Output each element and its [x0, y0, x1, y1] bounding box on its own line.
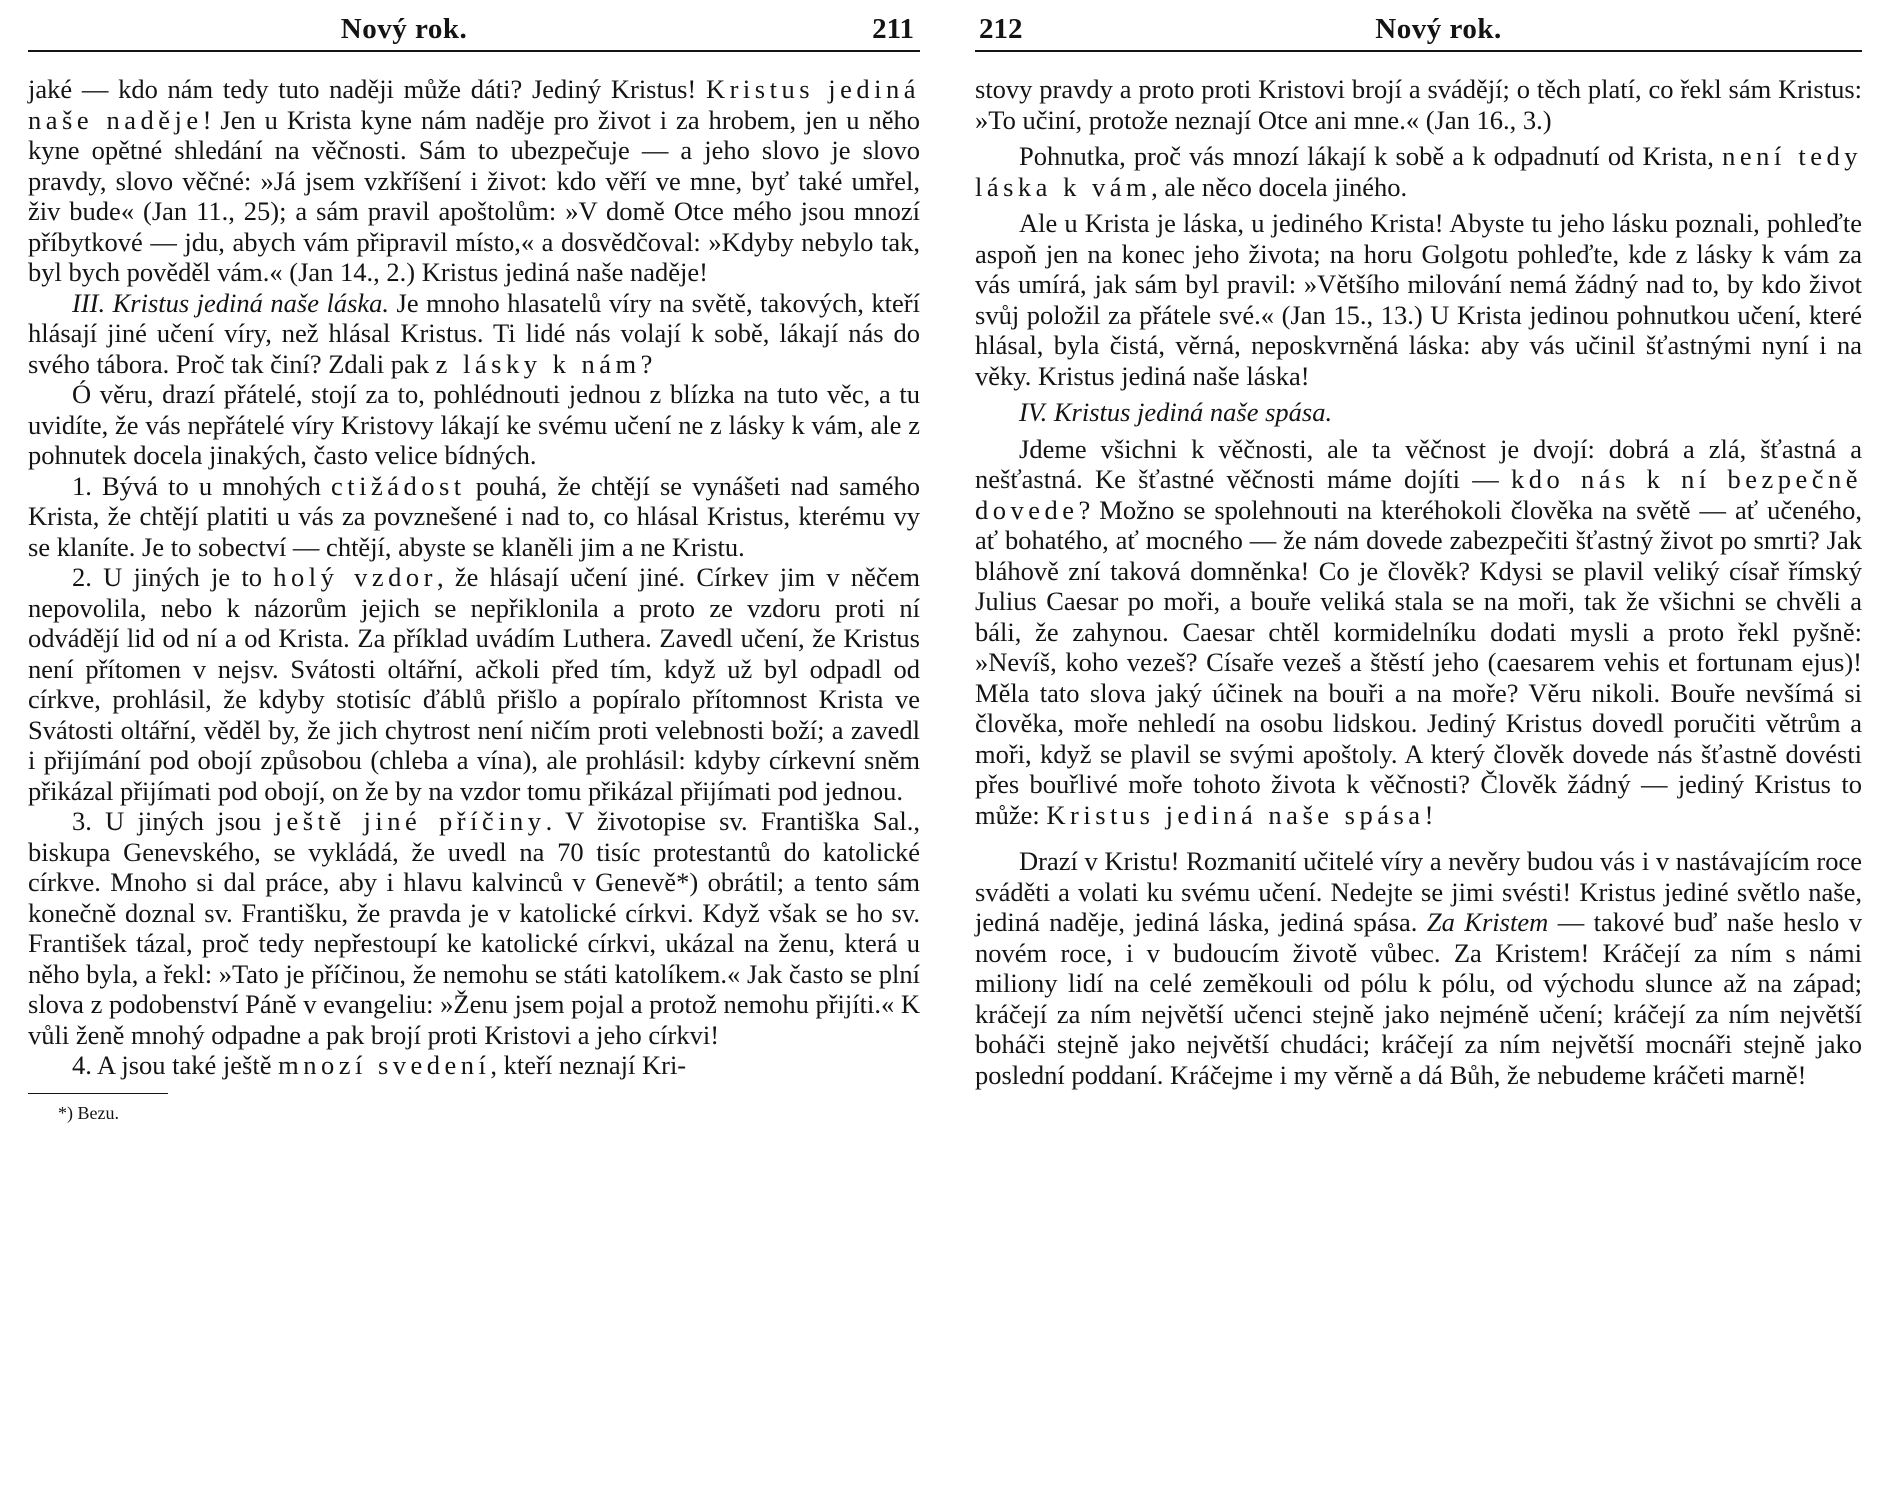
running-head: Nový rok.	[340, 13, 468, 45]
paragraph: Jdeme všichni k věčnosti, ale ta věčnost je dvojí: dobrá a zlá, šťastná a nešťastná. Ke šťastné věčnosti máme dojíti — kdo nás k ní bezpečně dovede? Možno se spolehnouti na kteréhokoli člověka na světě — ať učeného, ať bohatého, ať mocného — že nám dovede zabezpečiti šťastný život po smrti? Jak bláhově zní taková domněnka! Co je člověk? Kdysi se plavil veliký císař římský Julius Caesar po moři, a bouře veliká stala se na moři, tak že všichni se chvěli a báli, že zahynou. Caesar chtěl kormidelníku dodati mysli a proto řekl pyšně: »Nevíš, koho vezeš? Císaře vezeš a štěstí jeho (caesarem vehis et fortunam ejus)! Měla tato slova jaký účinek na bouři a na moře? Věru nikoli. Bouře nevšímá si člověka, moře nehledí na osobu lidskou. Jediný Kristus dovedl poručiti větrům a moři, když se plavil se svými apoštoly. A který člověk dovede nás šťastně dovésti přes bouřlivé moře tohoto života k věčnosti? Člověk žádný — jediný Kristus to může: Kristus jediná naše spása!	[975, 433, 1863, 830]
paragraph: Ó věru, drazí přátelé, stojí za to, pohlédnouti jednou z blízka na tuto věc, a tu uvidíte, že vás nepřátelé víry Kristovy lákají ke svému učení ne z lásky k vám, ale z pohnutek docela jinakých, často velice bídných.	[28, 379, 920, 470]
running-head: Nový rok.	[1375, 13, 1502, 45]
left-page-header	[28, 8, 920, 52]
paragraph: 1. Bývá to u mnohých ctižádost pouhá, že chtějí se vynášeti nad samého Krista, že chtějí platiti u vás za povznešené i nad to, co hlásal Kristus, kterému vy se klaníte. Je to sobectví — chtějí, abyste se klaněli jim a ne Kristu.	[28, 470, 920, 562]
paragraph: 2. U jiných je to holý vzdor, že hlásají učení jiné. Církev jim v něčem nepovolila, nebo k názorům jejich se nepřiklonila a proto ze vzdoru proti ní odvádějí lid od ní a od Krista. Za příklad uvádím Luthera. Zavedl učení, že Kristus není přítomen v nejsv. Svátosti oltářní, ačkoli před tím, když už byl odpadl od církve, prohlásil, že kdyby stotisíc ďáblů přišlo a popíralo přítomnost Krista ve Svátosti oltářní, věděl by, že jich chytrost není ničím proti velebnosti boží; a zavedl i přijímání pod obojí způsobou (chleba a vína), ale prohlásil: kdyby církevní sněm přikázal přijímati pod obojí, on že by na vzdor tomu přikázal přijímati pod jednou.	[28, 562, 920, 806]
right-page-header	[975, 8, 1862, 52]
section-iii-paragraph: III. Kristus jediná naše láska. Je mnoho hlasatelů víry na světě, takových, kteří hlásají jiné učení víry, než hlásal Kristus. Ti lidé nás volají k sobě, lákají nás do svého tábora. Proč tak činí? Zdali pak z lásky k nám?	[28, 287, 920, 379]
section-heading: III. Kristus jediná naše láska.	[72, 287, 390, 318]
paragraph: 4. A jsou také ještě mnozí svedení, kteří neznají Kri-	[72, 1050, 687, 1080]
left-page-body	[28, 74, 920, 1126]
paragraph: 3. U jiných jsou ještě jiné příčiny. V životopise sv. Františka Sal., biskupa Genevského, se vykládá, že uvedl na 70 tisíc protestantů do katolické církve. Mnoho si dal práce, aby i hlavu kalvinců v Genevě*) obrátil; a tento sám konečně doznal sv. Františku, že pravda je v katolické církvi. Když však se ho sv. František tázal, proč tedy nepřestoupí ke katolické církvi, ukázal na ženu, která u něho byla, a řekl: »Tato je příčinou, že nemohu se státi katolíkem.« Jak často se plní slova z podobenství Páně v evangeliu: »Ženu jsem pojal a protož nemohu přijíti.« K vůli ženě mnohý odpadne a pak brojí proti Kristovi a jeho církvi!	[28, 806, 920, 1050]
page-number: 211	[872, 13, 914, 45]
right-page-body	[975, 74, 1862, 1090]
paragraph: stovy pravdy a proto proti Kristovi brojí a svádějí; o těch platí, co řekl sám Kristus: »To učiní, protože neznají Otce ani mne.« (Jan 16., 3.)	[975, 74, 1862, 135]
paragraph: Ale u Krista je láska, u jediného Krista! Abyste tu jeho lásku poznali, pohleďte aspoň jen na konec jeho života; na horu Golgotu pohleďte, kde z lásky k vám za vás umírá, jak sám byl pravil: »Většího milování nemá žádný nad to, by kdo život svůj položil za přátele své.« (Jan 15., 13.) U Krista jedinou pohnutkou učení, které hlásal, byla čistá, věrná, neposkvrněná láska: aby vás učinil šťastnými nyní i na věky. Kristus jediná naše láska!	[975, 208, 1862, 391]
paragraph: Drazí v Kristu! Rozmanití učitelé víry a nevěry budou vás i v nastávajícím roce sváděti a volati ku svému učení. Nedejte se jimi svésti! Kristus jediné světlo naše, jediná naděje, jediná láska, jediná spása. Za Kristem — takové buď naše heslo v novém roce, i v budoucím životě vůbec. Za Kristem! Kráčejí za ním s námi miliony lidí na celé zeměkouli od pólu k pólu, od východu slunce až na západ; kráčejí za ním největší učenci stejně jako nejméně učení; kráčejí za ním největší boháči stejně jako největší chudáci; kráčejí za ním největší mocnáři stejně jako poslední poddaní. Kráčejme i my věrně a dá Bůh, že nebudeme kráčeti marně!	[975, 846, 1863, 1090]
paragraph: jaké — kdo nám tedy tuto naději může dáti? Jediný Kristus! Kristus jediná naše naděje! Jen u Krista kyne nám naděje pro život i za hrobem, jen u něho kyne opětné shledání na věčnosti. Sám to ubezpečuje — a jeho slovo je slovo pravdy, slovo věčné: »Já jsem vzkříšení i život: kdo věří ve mne, byť také umřel, živ bude« (Jan 11., 25); a sám pravil apoštolům: »V domě Otce mého jsou mnozí příbytkové — jdu, abych vám připravil místo,« a dosvědčoval: »Kdyby nebylo tak, byl bych pověděl vám.« (Jan 14., 2.) Kristus jediná naše naděje!	[28, 74, 920, 287]
paragraph: Pohnutka, proč vás mnozí lákají k sobě a k odpadnutí od Krista, není tedy láska k vám, ale něco docela jiného.	[975, 141, 1863, 202]
footnote-rule	[28, 1093, 168, 1094]
footnote: *) Bezu.	[58, 1102, 119, 1123]
section-iv-heading: IV. Kristus jediná naše spása.	[1019, 397, 1333, 427]
page-number: 212	[979, 13, 1023, 45]
